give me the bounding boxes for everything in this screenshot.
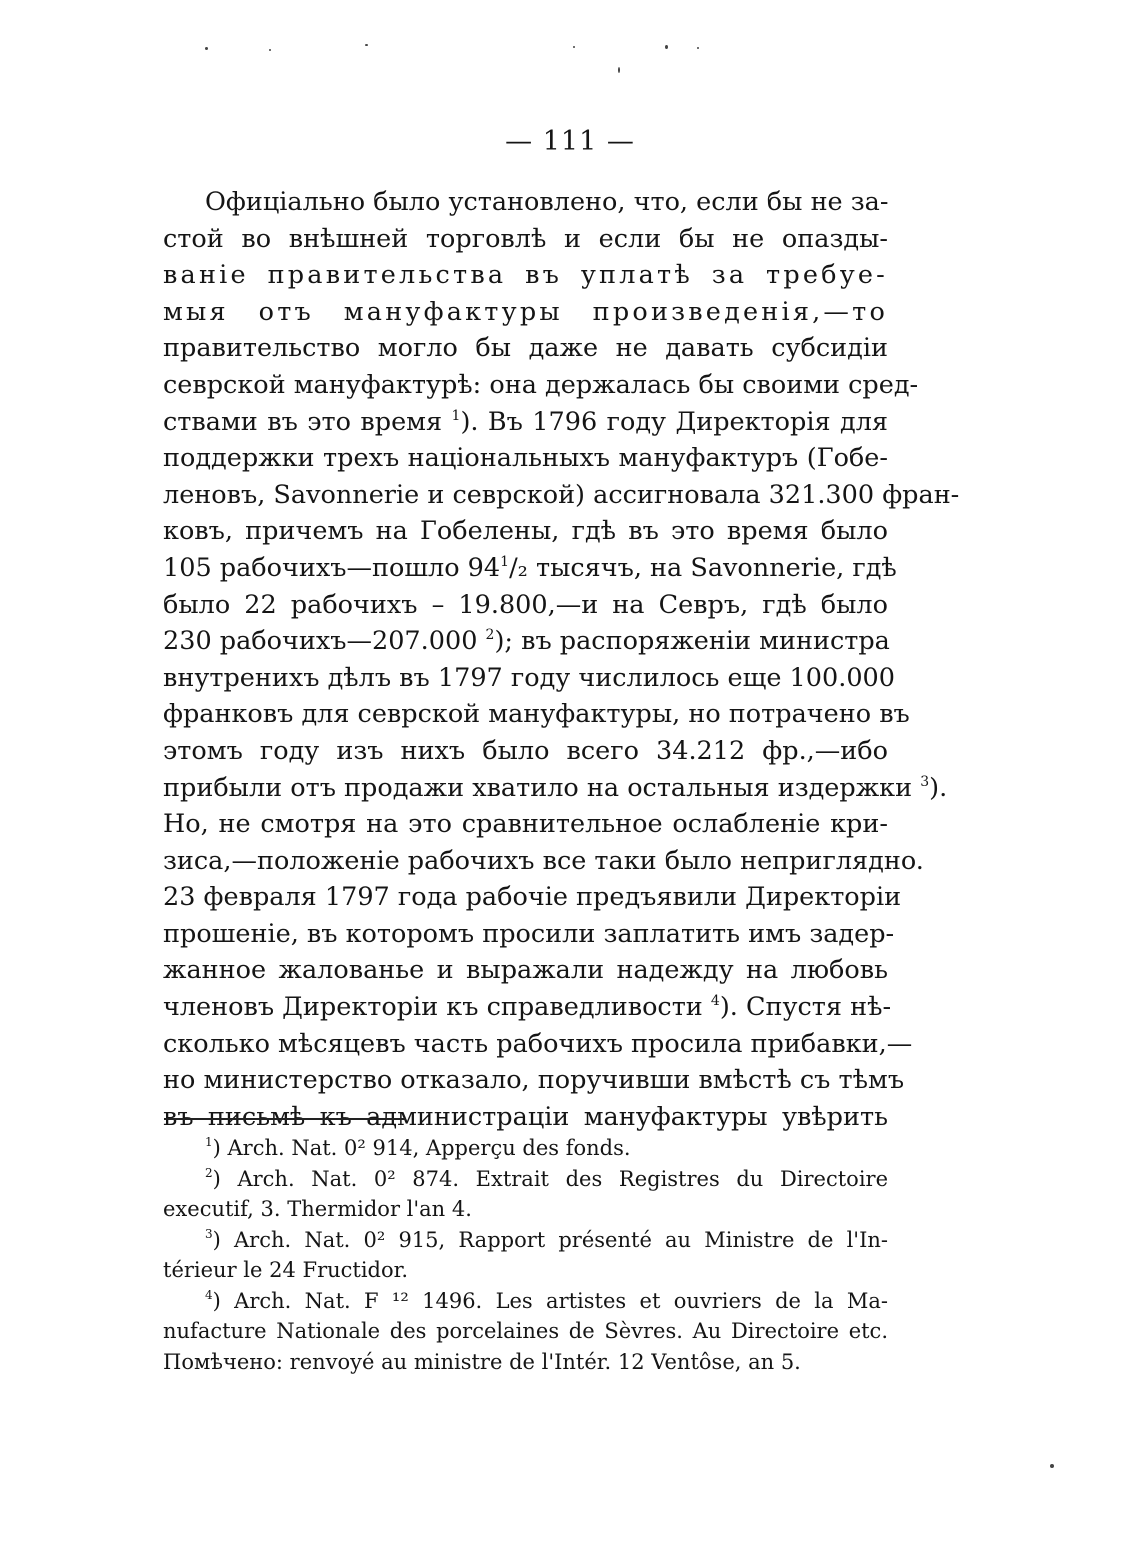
text-segment: ); въ распоряженіи министра — [494, 626, 890, 657]
text-line: севрской мануфактурѣ: она держалась бы своими сред- — [163, 369, 919, 400]
text-line: сколько мѣсяцевъ часть рабочихъ просила прибавки,— — [163, 1028, 913, 1059]
footnote-text: ) Arch. Nat. 0² 915, Rapport présenté au Ministre de l'In- — [212, 1227, 888, 1252]
footnote-line — [163, 1225, 888, 1256]
text-line: но министерство отказало, поручивши вмѣстѣ съ тѣмъ — [163, 1065, 905, 1096]
fraction-numerator: 1 — [500, 553, 510, 570]
text-line: было 22 рабочихъ – 19.800,—и на Севръ, гдѣ было — [163, 589, 888, 620]
text-line: правительство могло бы даже не давать субсидіи — [163, 333, 888, 364]
footnote-marker: 1 — [205, 1135, 213, 1149]
text-line — [163, 623, 888, 660]
page-number: — 111 — — [505, 126, 635, 157]
footnotes — [163, 1133, 888, 1377]
scan-speck — [205, 47, 208, 50]
main-text — [163, 184, 960, 1135]
text-line: поддержки трехъ національныхъ мануфактуръ (Гобе- — [163, 443, 888, 474]
scan-speck — [269, 49, 271, 51]
footnote-line: executif, 3. Thermidor l'an 4. — [163, 1197, 472, 1221]
scan-speck — [573, 46, 575, 48]
scan-speck — [365, 44, 368, 46]
text-line: стой во внѣшней торговлѣ и если бы не опазды- — [163, 223, 888, 254]
text-line — [163, 404, 888, 441]
text-line — [163, 989, 892, 1026]
text-line: 23 февраля 1797 года рабочіе предъявили Директоріи — [163, 882, 902, 913]
text-line: франковъ для севрской мануфактуры, но потрачено въ — [163, 699, 910, 730]
footnote-ref: 1 — [451, 407, 461, 424]
text-line: въ письмѣ къ администраціи мануфактуры увѣрить — [163, 1101, 888, 1132]
text-line: мыя отъ мануфактуры произведенія,—то — [163, 296, 888, 327]
text-line — [163, 770, 948, 807]
scan-speck — [618, 67, 620, 73]
text-line: этомъ году изъ нихъ было всего 34.212 фр.,—ибо — [163, 735, 888, 766]
text-line: леновъ, Savonnerie и севрской) ассигновала 321.300 фран- — [163, 479, 960, 510]
footnote-text: ) Arch. Nat. F ¹² 1496. Les artistes et ouvriers de la Ma- — [212, 1288, 888, 1313]
footnote-text: ) Arch. Nat. 0² 914, Apperçu des fonds. — [212, 1136, 631, 1160]
footnote-marker: 2 — [205, 1165, 213, 1180]
text-line: Но, не смотря на это сравнительное ослабленіе кри- — [163, 809, 888, 840]
footnote — [163, 1286, 888, 1378]
scan-speck — [1050, 1464, 1054, 1468]
footnote — [163, 1225, 888, 1286]
footnote-marker: 3 — [205, 1226, 213, 1241]
scan-speck — [665, 45, 668, 49]
text-segment: /₂ тысячъ, на Savonnerie, гдѣ — [509, 552, 897, 583]
footnote — [163, 1133, 888, 1164]
text-segment: ствами въ это время — [163, 406, 452, 437]
footnote-line — [163, 1164, 888, 1195]
footnote-line — [163, 1286, 888, 1317]
text-line — [163, 550, 897, 587]
scan-speck — [697, 47, 699, 49]
text-line: Офиціально было установлено, что, если бы не за- — [205, 187, 889, 217]
text-line: жанное жалованье и выражали надежду на любовь — [163, 955, 888, 986]
text-segment: членовъ Директоріи къ справедливости — [163, 992, 711, 1023]
footnote — [163, 1164, 888, 1225]
text-segment: ). — [929, 772, 948, 803]
text-segment: ). Въ 1796 году Директорія для — [460, 406, 889, 437]
footnote-line: nufacture Nationale des porcelaines de Sèvres. Au Directoire etc. — [163, 1319, 888, 1343]
text-segment: 105 рабочихъ—пошло 94 — [163, 552, 501, 583]
text-segment: ). Спустя нѣ- — [719, 992, 892, 1023]
text-line: ковъ, причемъ на Гобелены, гдѣ въ это время было — [163, 516, 888, 547]
footnote-line: Помѣчено: renvoyé au ministre de l'Intér. 12 Ventôse, an 5. — [163, 1349, 801, 1374]
text-line: ваніе правительства въ уплатѣ за требуе- — [163, 260, 888, 291]
footnote-line — [163, 1133, 888, 1164]
text-line: внутренихъ дѣлъ въ 1797 году числилось еще 100.000 — [163, 662, 895, 693]
text-segment: 230 рабочихъ—207.000 — [163, 626, 486, 657]
text-line: зиса,—положеніе рабочихъ все таки было непригляднo. — [163, 845, 924, 876]
text-line: прошеніе, въ которомъ просили заплатить имъ задер- — [163, 918, 895, 949]
footnote-line: térieur le 24 Fructidor. — [163, 1258, 409, 1282]
footnote-ref: 2 — [485, 627, 495, 644]
footnote-marker: 4 — [205, 1287, 213, 1302]
footnote-ref: 3 — [920, 773, 930, 790]
footnote-divider — [164, 1118, 406, 1120]
footnote-ref: 4 — [710, 993, 720, 1010]
text-segment: прибыли отъ продажи хватило на остальныя издержки — [163, 772, 921, 803]
footnote-text: ) Arch. Nat. 0² 874. Extrait des Registres du Directoire — [212, 1166, 888, 1191]
